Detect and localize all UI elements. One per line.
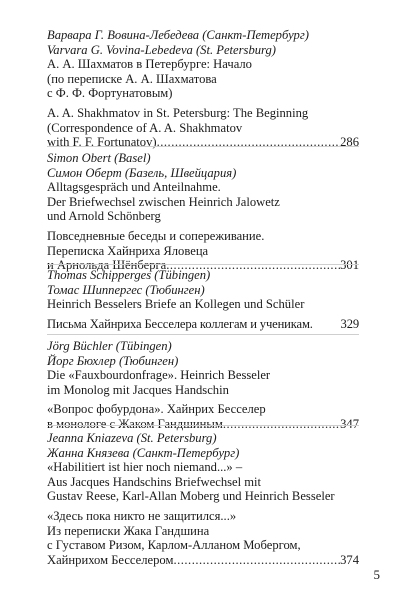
author-line: Жанна Князева (Санкт-Петербург) [47, 445, 240, 460]
title-line: А. А. Шахматов в Петербурге: Начало [47, 57, 252, 72]
title-line: «Здесь пока никто не защитился...» [47, 508, 237, 523]
title-line: (Correspondence of A. A. Shakhmatov [47, 120, 243, 135]
title-line: A. A. Shakhmatov in St. Petersburg: The Beginning [47, 105, 309, 120]
page-number: 286 [340, 135, 359, 150]
toc-entry-obert [47, 151, 359, 273]
section-divider [47, 146, 359, 147]
title-page-line [47, 553, 359, 568]
section-divider [47, 334, 359, 335]
title-line: Переписка Хайнриха Яловеца [47, 243, 209, 258]
title-line: im Monolog mit Jacques Handschin [47, 382, 229, 397]
author-line: Thomas Schipperges (Tübingen) [47, 268, 211, 282]
title-line: Der Briefwechsel zwischen Heinrich Jalowetz [47, 194, 280, 209]
title-last-line: и Арнольда Шёнберга [47, 258, 167, 273]
title-last-line: в монологе с Жаком Гандшиным [47, 416, 223, 431]
title-line: с Ф. Ф. Фортунатовым) [47, 86, 173, 101]
title-line: Из переписки Жака Гандшина [47, 523, 210, 538]
author-line: Томас Шиппергес (Тюбинген) [47, 282, 205, 297]
toc-entry-vovina-lebedeva [47, 28, 359, 150]
title-line: Die «Fauxbourdonfrage». Heinrich Besseler [47, 368, 271, 383]
dot-leader [173, 553, 340, 568]
dot-leader [157, 135, 341, 150]
title-line: Heinrich Besselers Briefe an Kollegen und Schüler [47, 297, 305, 312]
title-line: «Habilitiert ist hier noch niemand...» – [47, 460, 243, 475]
author-line: Симон Оберт (Базель, Швейцария) [47, 165, 237, 180]
toc-entry-kniazeva [47, 431, 359, 567]
section-divider [47, 425, 359, 426]
page-number: 347 [340, 416, 359, 431]
page-folio: 5 [373, 567, 380, 582]
author-line: Йорг Бюхлер (Тюбинген) [47, 353, 179, 368]
title-line: Gustav Reese, Karl-Allan Moberg und Heinrich Besseler [47, 489, 335, 504]
page-number: 374 [340, 552, 359, 567]
author-line: Jeanna Kniazeva (St. Petersburg) [47, 431, 217, 445]
author-line: Варвара Г. Вовина-Лебедева (Санкт-Петербург) [47, 28, 309, 42]
title-last-line: with F. F. Fortunatov) [47, 135, 157, 150]
title-line: с Густавом Ризом, Карлом-Алланом Мобергом, [47, 538, 301, 553]
title-line: Aus Jacques Handschins Briefwechsel mit [47, 474, 262, 489]
title-line: Повседневные беседы и сопереживание. [47, 228, 265, 243]
title-line: Alltagsgespräch und Anteilnahme. [47, 180, 221, 195]
author-line: Jörg Büchler (Tübingen) [47, 339, 172, 353]
title-last-line: Хайнрихом Бесселером [47, 552, 174, 567]
section-divider [47, 264, 359, 265]
title-line: (по переписке А. А. Шахматова [47, 71, 217, 86]
page-number: 301 [340, 258, 359, 273]
title-line: «Вопрос фобурдона». Хайнрих Бесселер [47, 402, 266, 417]
title-page-line [47, 317, 359, 332]
title-page-line [47, 135, 359, 150]
toc-entry-schipperges [47, 268, 359, 331]
title-last-line: Письма Хайнриха Бесселера коллегам и ученикам. [47, 316, 313, 331]
page-number: 329 [340, 316, 359, 331]
title-line: und Arnold Schönberg [47, 209, 161, 224]
toc-entry-buchler [47, 339, 359, 432]
author-line: Simon Obert (Basel) [47, 151, 151, 165]
author-line: Varvara G. Vovina-Lebedeva (St. Petersburg) [47, 42, 276, 57]
